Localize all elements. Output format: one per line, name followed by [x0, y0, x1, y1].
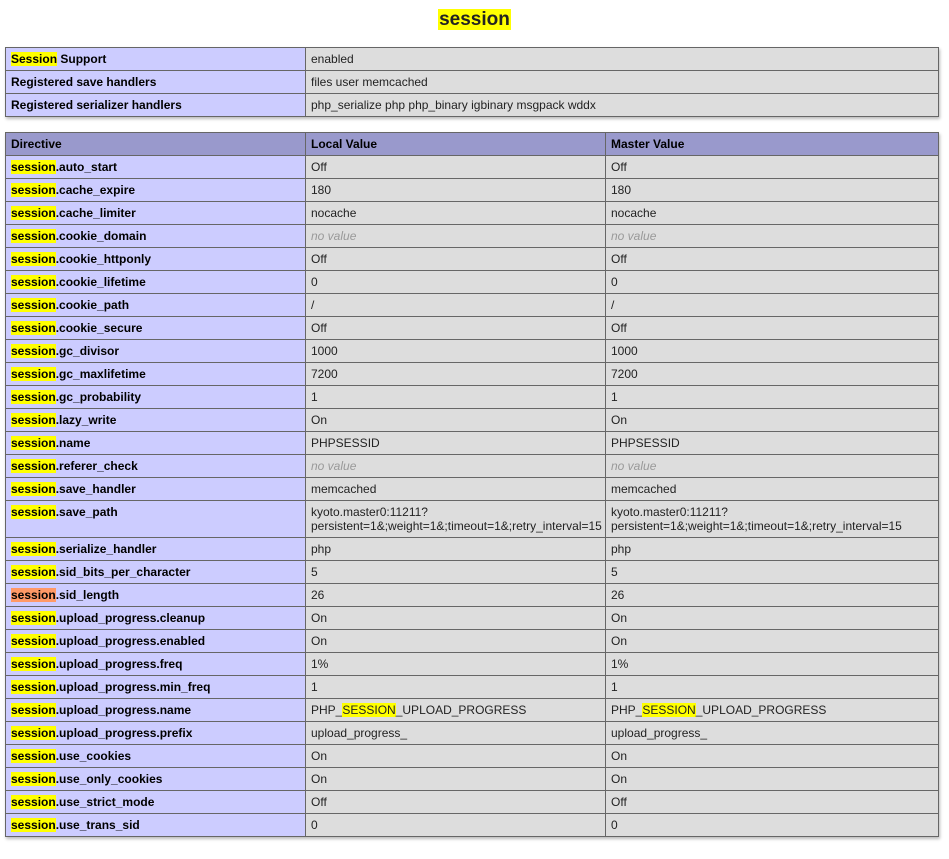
local-value: On — [306, 607, 606, 630]
directive-suffix: .upload_progress.freq — [55, 657, 183, 671]
local-value — [306, 225, 606, 248]
table-row — [6, 179, 939, 202]
table-row — [6, 561, 939, 584]
master-value: upload_progress_ — [606, 722, 939, 745]
directive-name — [6, 768, 306, 791]
table-row — [6, 317, 939, 340]
master-value: PHPSESSID — [606, 432, 939, 455]
table-row — [6, 653, 939, 676]
directive-suffix: .upload_progress.prefix — [55, 726, 193, 740]
directive-suffix: .use_cookies — [55, 749, 132, 763]
table-row — [6, 248, 939, 271]
search-highlight: session — [11, 726, 56, 740]
directive-suffix: .gc_divisor — [55, 344, 120, 358]
directive-suffix: .upload_progress.min_freq — [55, 680, 211, 694]
master-value: 1% — [606, 653, 939, 676]
table-row — [6, 630, 939, 653]
page-title — [0, 8, 949, 32]
directive-suffix: .cookie_secure — [55, 321, 143, 335]
master-value: Off — [606, 248, 939, 271]
directive-suffix: .cookie_domain — [55, 229, 147, 243]
table-row — [6, 745, 939, 768]
table-row — [6, 607, 939, 630]
table-row — [6, 501, 939, 538]
directive-suffix: .gc_probability — [55, 390, 142, 404]
directive-suffix: .sid_length — [55, 588, 120, 602]
master-value: 1000 — [606, 340, 939, 363]
local-value: PHPSESSID — [306, 432, 606, 455]
directive-name — [6, 294, 306, 317]
search-highlight: session — [11, 390, 56, 404]
directive-name — [6, 501, 306, 538]
session-directives-table — [5, 132, 939, 837]
table-row — [6, 363, 939, 386]
directive-name — [6, 432, 306, 455]
table-row — [6, 722, 939, 745]
search-highlight: session — [11, 160, 56, 174]
local-value: 1 — [306, 386, 606, 409]
local-value: Off — [306, 248, 606, 271]
support-label — [6, 71, 306, 94]
support-label — [6, 94, 306, 117]
local-value: 1% — [306, 653, 606, 676]
support-row — [6, 94, 939, 117]
table-header-row — [6, 133, 939, 156]
search-highlight: session — [11, 634, 56, 648]
directive-name — [6, 202, 306, 225]
local-value: On — [306, 409, 606, 432]
master-value: On — [606, 607, 939, 630]
master-value: php — [606, 538, 939, 561]
current-search-highlight: session — [11, 588, 56, 602]
local-value: / — [306, 294, 606, 317]
directive-name — [6, 814, 306, 837]
table-row — [6, 432, 939, 455]
directive-name — [6, 317, 306, 340]
local-value: On — [306, 745, 606, 768]
local-value: Off — [306, 156, 606, 179]
table-row — [6, 791, 939, 814]
master-value — [606, 699, 939, 722]
local-value: 180 — [306, 179, 606, 202]
value-part: PHP_ — [311, 703, 343, 717]
local-value: 1000 — [306, 340, 606, 363]
master-value — [606, 225, 939, 248]
directive-suffix: .cookie_lifetime — [55, 275, 146, 289]
directive-name — [6, 271, 306, 294]
directive-name — [6, 538, 306, 561]
search-highlight: session — [11, 321, 56, 335]
directive-name — [6, 179, 306, 202]
search-highlight: session — [11, 657, 56, 671]
master-value: 5 — [606, 561, 939, 584]
master-value — [606, 501, 939, 538]
master-value: On — [606, 745, 939, 768]
master-value: On — [606, 409, 939, 432]
directive-suffix: .save_handler — [55, 482, 136, 496]
search-highlight: session — [11, 413, 56, 427]
support-label-text: Registered serializer handlers — [11, 98, 182, 112]
directive-name — [6, 455, 306, 478]
table-row — [6, 814, 939, 837]
directive-suffix: .upload_progress.enabled — [55, 634, 206, 648]
master-value: 1 — [606, 386, 939, 409]
local-value: memcached — [306, 478, 606, 501]
directive-suffix: .sid_bits_per_character — [55, 565, 191, 579]
table-row — [6, 538, 939, 561]
directive-name — [6, 340, 306, 363]
directive-name — [6, 745, 306, 768]
search-highlight: SESSION — [642, 703, 696, 717]
directive-name — [6, 248, 306, 271]
master-value: Off — [606, 156, 939, 179]
local-value — [306, 455, 606, 478]
search-highlight: session — [11, 367, 56, 381]
directive-suffix: .cookie_httponly — [55, 252, 152, 266]
table-row — [6, 294, 939, 317]
support-value: files user memcached — [306, 71, 939, 94]
directive-name — [6, 607, 306, 630]
support-label-text: Registered save handlers — [11, 75, 157, 89]
no-value: no value — [311, 459, 357, 473]
search-highlight: session — [11, 772, 56, 786]
local-value: php — [306, 538, 606, 561]
table-row — [6, 455, 939, 478]
directive-suffix: .lazy_write — [55, 413, 117, 427]
master-value: 1 — [606, 676, 939, 699]
search-highlight: session — [11, 749, 56, 763]
directive-name — [6, 653, 306, 676]
table-row — [6, 478, 939, 501]
value-part: PHP_ — [611, 703, 643, 717]
table-row — [6, 271, 939, 294]
search-highlight: Session — [11, 52, 58, 66]
directive-suffix: .use_only_cookies — [55, 772, 163, 786]
search-highlight: session — [11, 795, 56, 809]
master-value: On — [606, 768, 939, 791]
header-directive: Directive — [6, 133, 306, 156]
local-value: Off — [306, 791, 606, 814]
directive-suffix: .upload_progress.cleanup — [55, 611, 206, 625]
table-row — [6, 202, 939, 225]
directive-name — [6, 561, 306, 584]
local-value: 0 — [306, 271, 606, 294]
directive-name — [6, 386, 306, 409]
table-row — [6, 409, 939, 432]
directive-suffix: .serialize_handler — [55, 542, 157, 556]
search-highlight: session — [11, 275, 56, 289]
search-highlight: session — [11, 229, 56, 243]
directive-name — [6, 409, 306, 432]
master-value — [606, 455, 939, 478]
no-value: no value — [611, 229, 657, 243]
directive-suffix: .upload_progress.name — [55, 703, 192, 717]
local-value: On — [306, 768, 606, 791]
table-row — [6, 340, 939, 363]
master-value: 180 — [606, 179, 939, 202]
search-highlight: session — [11, 298, 56, 312]
header-local-value: Local Value — [306, 133, 606, 156]
support-row — [6, 71, 939, 94]
directive-name — [6, 156, 306, 179]
search-highlight: session — [11, 680, 56, 694]
master-value: 0 — [606, 814, 939, 837]
value-part: _UPLOAD_PROGRESS — [395, 703, 527, 717]
search-highlight: session — [11, 183, 56, 197]
value-line: persistent=1&;weight=1&;timeout=1&;retry_interval=15 — [611, 519, 902, 533]
session-support-table — [5, 47, 939, 117]
directive-name — [6, 791, 306, 814]
search-highlight: session — [11, 206, 56, 220]
table-row — [6, 156, 939, 179]
value-part: _UPLOAD_PROGRESS — [695, 703, 827, 717]
support-label — [6, 48, 306, 71]
directive-suffix: .save_path — [55, 505, 118, 519]
master-value: On — [606, 630, 939, 653]
value-line: kyoto.master0:11211? — [611, 505, 728, 519]
directive-suffix: .gc_maxlifetime — [55, 367, 146, 381]
support-row — [6, 48, 939, 71]
search-highlight: session — [11, 252, 56, 266]
directive-suffix: .use_trans_sid — [55, 818, 140, 832]
directive-suffix: .cache_limiter — [55, 206, 136, 220]
local-value: 7200 — [306, 363, 606, 386]
table-row — [6, 584, 939, 607]
header-master-value: Master Value — [606, 133, 939, 156]
value-line: persistent=1&;weight=1&;timeout=1&;retry_interval=15 — [311, 519, 602, 533]
local-value: upload_progress_ — [306, 722, 606, 745]
search-highlight: session — [11, 565, 56, 579]
table-row — [6, 768, 939, 791]
search-highlight: session — [11, 703, 56, 717]
directive-name — [6, 722, 306, 745]
search-highlight: session — [439, 9, 510, 30]
local-value: 26 — [306, 584, 606, 607]
search-highlight: session — [11, 611, 56, 625]
directive-name — [6, 699, 306, 722]
directive-name — [6, 478, 306, 501]
directive-suffix: .cookie_path — [55, 298, 130, 312]
table-row — [6, 386, 939, 409]
table-row — [6, 225, 939, 248]
directive-name — [6, 225, 306, 248]
master-value: 26 — [606, 584, 939, 607]
master-value: 7200 — [606, 363, 939, 386]
search-highlight: session — [11, 482, 56, 496]
search-highlight: session — [11, 344, 56, 358]
master-value: Off — [606, 791, 939, 814]
master-value: nocache — [606, 202, 939, 225]
directive-name — [6, 676, 306, 699]
master-value: 0 — [606, 271, 939, 294]
search-highlight: session — [11, 459, 56, 473]
search-highlight: session — [11, 818, 56, 832]
local-value — [306, 501, 606, 538]
local-value: nocache — [306, 202, 606, 225]
search-highlight: session — [11, 505, 56, 519]
no-value: no value — [311, 229, 357, 243]
directive-suffix: .referer_check — [55, 459, 138, 473]
local-value: Off — [306, 317, 606, 340]
search-highlight: session — [11, 436, 56, 450]
support-label-text: Support — [57, 52, 107, 66]
support-value: enabled — [306, 48, 939, 71]
local-value: On — [306, 630, 606, 653]
master-value: memcached — [606, 478, 939, 501]
table-row — [6, 699, 939, 722]
directive-name — [6, 584, 306, 607]
local-value: 5 — [306, 561, 606, 584]
search-highlight: SESSION — [342, 703, 396, 717]
directive-suffix: .use_strict_mode — [55, 795, 155, 809]
master-value: Off — [606, 317, 939, 340]
directive-name — [6, 363, 306, 386]
directive-suffix: .auto_start — [55, 160, 118, 174]
local-value — [306, 699, 606, 722]
no-value: no value — [611, 459, 657, 473]
local-value: 0 — [306, 814, 606, 837]
table-row — [6, 676, 939, 699]
directive-suffix: .name — [55, 436, 91, 450]
search-highlight: session — [11, 542, 56, 556]
directive-name — [6, 630, 306, 653]
directive-suffix: .cache_expire — [55, 183, 136, 197]
master-value: / — [606, 294, 939, 317]
support-value: php_serialize php php_binary igbinary msgpack wddx — [306, 94, 939, 117]
local-value: 1 — [306, 676, 606, 699]
value-line: kyoto.master0:11211? — [311, 505, 428, 519]
